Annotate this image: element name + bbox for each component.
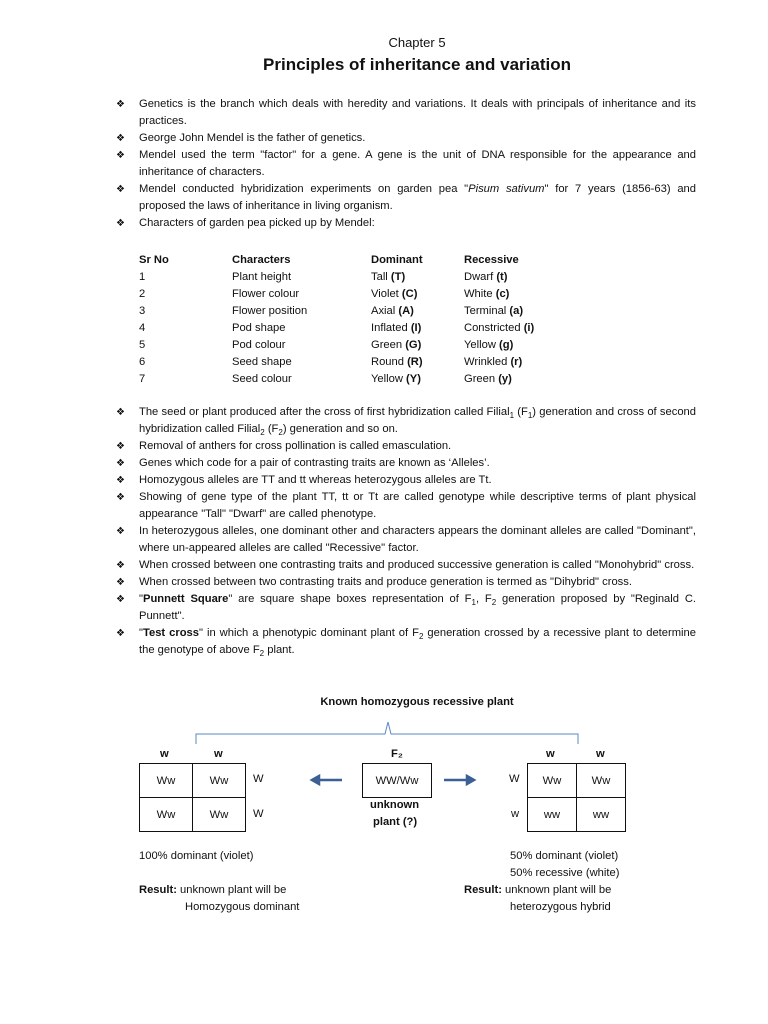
diagram-title: Known homozygous recessive plant [320,696,514,708]
bullet-item: ❖ George John Mendel is the father of genetics. [116,130,696,147]
bullet-item: ❖ In heterozygous alleles, one dominant other and characters appears the dominant alleles are called "Dominant", where un-appeared alleles are called "Recessive" factor. [116,525,696,554]
bullet-item: ❖ When crossed between one contrasting traits and produced successive generation is called "Monohybrid" cross. [116,557,696,574]
diamond-bullet-icon: ❖ [116,150,125,161]
right-ratio: 50% dominant (violet) [510,850,619,862]
bullet-item: ❖ Showing of gene type of the plant TT, tt or Tt are called genotype while descriptive terms of plant physical appearance "Tall" "Dwarf" are called phenotype. [116,491,696,520]
bullet-item: ❖ "Test cross" in which a phenotypic dominant plant of $F_2$ generation crossed by a recessive plant to determine the genotype of above $F_2$ plant. [116,627,696,659]
left-result: Result: unknown plant will be [139,884,287,896]
header-sr-no: Sr No [139,253,169,266]
header-characters: Characters [232,253,291,266]
punnett-cell: Ww [528,764,577,798]
left-punnett-square [139,763,246,832]
bullet-item: ❖ Removal of anthers for cross pollination is called emasculation. [116,438,696,455]
right-result-conclusion: heterozygous hybrid [510,901,611,913]
right-side-label: w [511,808,520,820]
bullet-item: ❖ Mendel conducted hybridization experiments on garden pea "Pisum sativum" for 7 years (1856-63) and proposed the laws of inheritance in living organism. [116,183,696,212]
bullet-item: ❖ Genetics is the branch which deals with heredity and variations. It deals with principals of inheritance and its practices. [116,98,696,127]
right-ratio-2: 50% recessive (white) [510,867,620,879]
punnett-cell: Ww [193,764,246,798]
page-title: Principles of inheritance and variation [263,55,571,74]
unknown-plant-box [362,763,432,798]
punnett-cell: Ww [577,764,626,798]
diamond-bullet-icon: ❖ [116,577,125,588]
diamond-bullet-icon: ❖ [116,492,125,503]
bullet-item: ❖ Characters of garden pea picked up by Mendel: [116,215,696,232]
left-result-conclusion: Homozygous dominant [185,901,300,913]
right-side-label: W [509,773,520,785]
arrow-right-icon [444,776,474,784]
table-row: 3 Flower position Axial (A) Terminal (a) [139,304,524,317]
diamond-bullet-icon: ❖ [116,628,125,639]
punnett-cell: Ww [140,764,193,798]
diamond-bullet-icon: ❖ [116,133,125,144]
punnett-cell: ww [577,798,626,832]
bracket-brace [196,722,578,744]
right-punnett-square [527,763,626,832]
diamond-bullet-icon: ❖ [116,560,125,571]
header-dominant: Dominant [371,253,423,266]
diamond-bullet-icon: ❖ [116,184,125,195]
diamond-bullet-icon: ❖ [116,407,125,418]
table-row: 4 Pod shape Inflated (I) Constricted (i) [139,321,535,334]
f2-label: F₂ [391,748,403,760]
diamond-bullet-icon: ❖ [116,458,125,469]
punnett-cell: ww [528,798,577,832]
unknown-genotype: WW/Ww [363,764,432,798]
left-top-label: w [214,748,223,760]
table-row: 7 Seed colour Yellow (Y) Green (y) [139,372,512,385]
scientific-name: Pisum sativum [468,183,545,195]
header-recessive: Recessive [464,253,519,266]
arrow-left-icon [312,776,342,784]
left-side-label: W [253,808,264,820]
table-row: 6 Seed shape Round (R) Wrinkled (r) [139,355,523,368]
bullet-item: ❖ "Punnett Square" are square shape boxes representation of $F_1$, $F_2$ generation proposed by "Reginald C. Punnett". [116,593,697,622]
diamond-bullet-icon: ❖ [116,441,125,452]
diamond-bullet-icon: ❖ [116,526,125,537]
diamond-bullet-icon: ❖ [116,594,125,605]
left-ratio: 100% dominant (violet) [139,850,254,862]
bullet-item: ❖ When crossed between two contrasting traits and produce generation is termed as "Dihybrid" cross. [116,574,696,591]
punnett-cell: Ww [193,798,246,832]
table-row: 1 Plant height Tall (T) Dwarf (t) [139,270,508,283]
punnett-cell: Ww [140,798,193,832]
bullet-item: ❖ Mendel used the term "factor" for a gene. A gene is the unit of DNA responsible for the appearance and inheritance of characters. [116,149,696,178]
right-top-label: w [596,748,605,760]
right-result: Result: unknown plant will be [464,884,612,896]
diamond-bullet-icon: ❖ [116,475,125,486]
bullet-item: ❖ The seed or plant produced after the cross of first hybridization called Filial$_1$ $(F_1)$ generation and cross of second hybridization called Filial$_2$ $(F_2)$ generation and so on. [116,406,696,438]
diamond-bullet-icon: ❖ [116,99,125,110]
chapter-label: Chapter 5 [388,35,446,50]
bullet-item: ❖ Homozygous alleles are TT and tt whereas heterozygous alleles are Tt. [116,472,696,489]
unknown-caption: plant (?) [373,816,418,828]
unknown-caption: unknown [370,799,420,811]
table-row: 5 Pod colour Green (G) Yellow (g) [139,338,514,351]
left-top-label: w [160,748,169,760]
bullet-item: ❖ Genes which code for a pair of contrasting traits are known as ‘Alleles’. [116,455,696,472]
right-top-label: w [546,748,555,760]
diamond-bullet-icon: ❖ [116,218,125,229]
table-row: 2 Flower colour Violet (C) White (c) [139,287,510,300]
left-side-label: W [253,773,264,785]
